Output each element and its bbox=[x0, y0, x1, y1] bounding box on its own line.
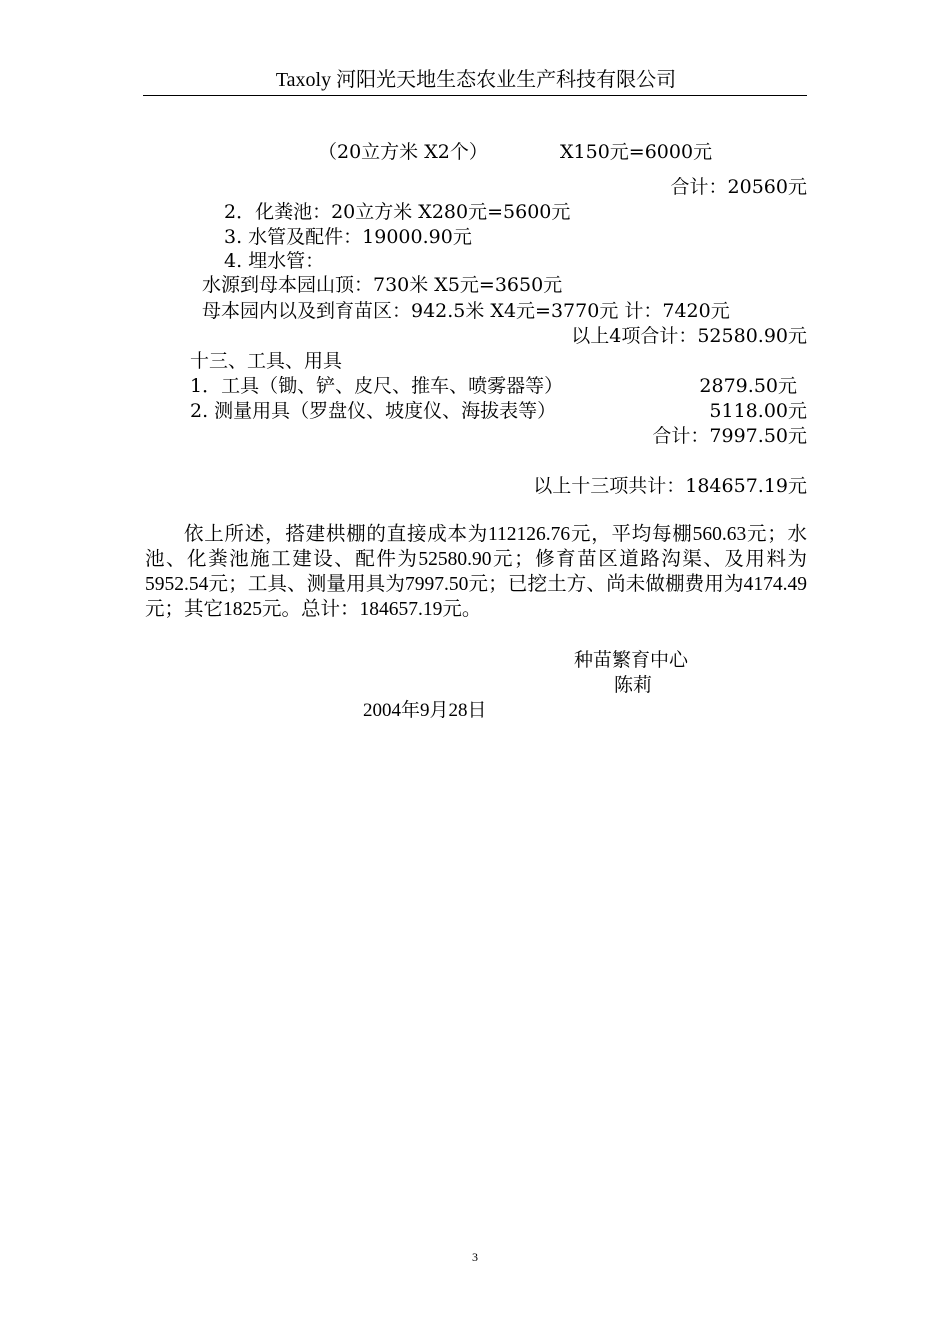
tool-2-value: 5118.00元 bbox=[709, 400, 807, 422]
tool-2-label: 2. 测量用具（罗盘仪、坡度仪、海拔表等） bbox=[190, 400, 557, 422]
item-4a: 水源到母本园山顶：730米 X5元=3650元 bbox=[202, 274, 563, 296]
subtotal-tools: 合计：7997.50元 bbox=[652, 425, 807, 447]
signature-org: 种苗繁育中心 bbox=[574, 650, 689, 671]
page-header-title: Taxoly 河阳光天地生态农业生产科技有限公司 bbox=[275, 69, 677, 91]
item-4b: 母本园内以及到育苗区：942.5米 X4元=3770元 计：7420元 bbox=[202, 300, 730, 322]
item-4: 4. 埋水管： bbox=[224, 250, 325, 272]
grand-total: 以上十三项共计：184657.19元 bbox=[533, 475, 807, 497]
subtotal-1: 合计：20560元 bbox=[670, 176, 807, 198]
line-volume-price: X150元=6000元 bbox=[560, 141, 713, 163]
total-4-items: 以上4项合计：52580.90元 bbox=[571, 325, 807, 347]
page-number: 3 bbox=[472, 1250, 478, 1264]
signature-name: 陈莉 bbox=[614, 675, 653, 696]
item-2: 2．化粪池：20立方米 X280元=5600元 bbox=[224, 201, 571, 223]
summary-paragraph: 依上所述，搭建栱棚的直接成本为112126.76元，平均每棚560.63元；水池、化粪池施工建设、配件为52580.90元；修育苗区道路沟渠、及用料为5952.54元；工具、测量用具为7997.50元；已挖土方、尚未做棚费用为4174.49元；其它1825元。总计：184657.19元。 bbox=[145, 524, 807, 620]
item-3: 3. 水管及配件：19000.90元 bbox=[224, 226, 472, 248]
header-rule bbox=[143, 95, 807, 96]
tool-1-label: 1．工具（锄、铲、皮尺、推车、喷雾器等） bbox=[190, 375, 564, 397]
line-volume: （20立方米 X2个） bbox=[318, 141, 488, 163]
tool-1-value: 2879.50元 bbox=[699, 375, 797, 397]
signature-date: 2004年9月28日 bbox=[363, 700, 487, 721]
section-13-heading: 十三、工具、用具 bbox=[190, 350, 343, 372]
